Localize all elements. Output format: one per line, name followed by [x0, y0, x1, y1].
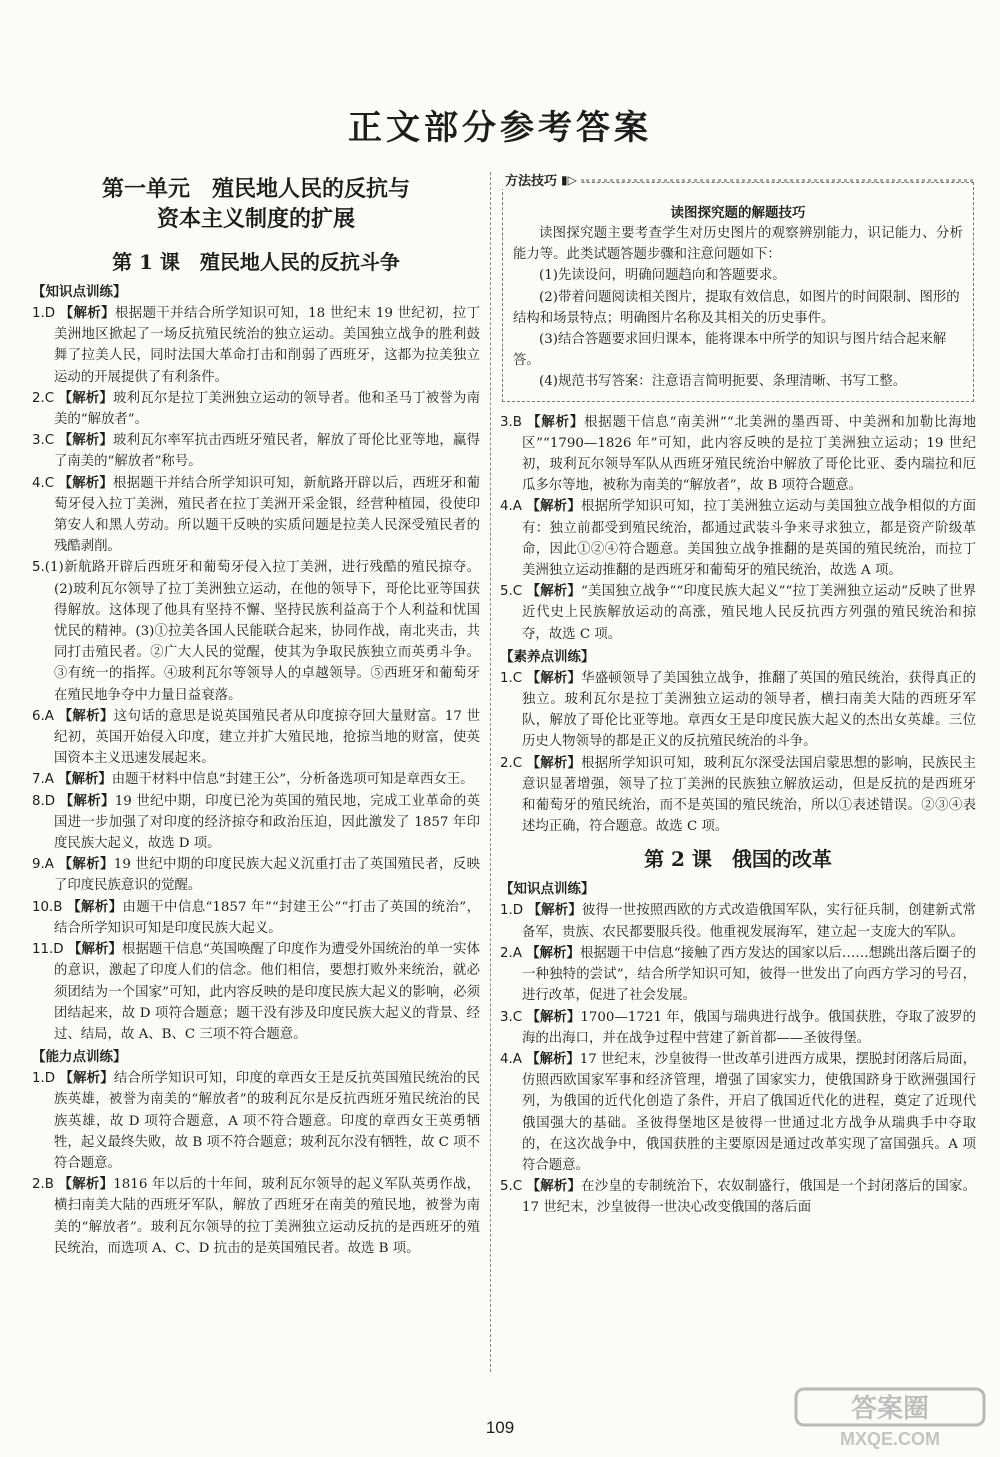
method-tips-step: (3)结合答题要求回归课本，能将课本中所学的知识与图片结合起来解答。 — [513, 332, 947, 369]
lesson2-title: 第 2 课 俄国的改革 — [644, 847, 832, 872]
answer-item: 4.A 【解析】根据所学知识可知，拉丁美洲独立运动与美国独立战争相似的方面有：独立前都受到殖民统治，都通过武装斗争来寻求独立，都是资产阶级革命，因此①②④符合题意。美国独立战争推翻的是英国的殖民统治，而拉丁美洲独立运动推翻的是西班牙和葡萄牙的殖民统治，故选 A 项。 — [500, 499, 977, 579]
literacy-list — [500, 668, 976, 838]
unit-title — [32, 174, 480, 234]
knowledge2-list — [500, 900, 976, 1218]
answer-item: 4.C 【解析】根据题干并结合所学知识可知，新航路开辟以后，西班牙和葡萄牙侵入拉丁美洲，殖民者在拉丁美洲开采金银，经营种植园，役使印第安人和黑人劳动。所以题干反映的实质问题是拉美人民深受殖民者的残酷剥削。 — [32, 475, 480, 555]
answer-item: 3.C 【解析】1700—1721 年，俄国与瑞典进行战争。俄国获胜，夺取了波罗的海的出海口，并在战争过程中营建了新首都——圣彼得堡。 — [500, 1009, 976, 1046]
answer-item: 1.D 【解析】根据题干并结合所学知识可知，18 世纪末 19 世纪初，拉丁美洲地区掀起了一场反抗殖民统治的独立运动。美国独立战争的胜利鼓舞了拉美人民，同时法国大革命打击和削弱了西班牙，这都为拉美独立运动的开展提供了有利条件。 — [32, 306, 480, 385]
answer-item: 1.C 【解析】华盛顿领导了美国独立战争，推翻了英国的殖民统治，获得真正的独立。玻利瓦尔是拉丁美洲独立运动的领导者，横扫南美大陆的西班牙军队，解放了哥伦比亚等地。章西女王是印度民族大起义的杰出女英雄。三位历史人物领导的都是正义的反抗殖民统治的斗争。 — [500, 670, 977, 750]
answer-item: 5.C 【解析】在沙皇的专制统治下，农奴制盛行，俄国是一个封闭落后的国家。17 世纪末，沙皇彼得一世决心改变俄国的落后面 — [500, 1179, 977, 1216]
answer-item: 11.D 【解析】根据题干信息“英国唤醒了印度作为遭受外国统治的单一实体的意识，激起了印度人们的信念。他们相信，要想打败外来统治，就必须团结为一个国家”可知，此内容反映的是印度民族大起义的影响，必须团结起来，故 D 项符合题意；题干没有涉及印度民族大起义的背景、经过、结局，故 A、B、C 三项不符合题意。 — [32, 942, 481, 1042]
answer-item: 9.A 【解析】19 世纪中期的印度民族大起义沉重打击了英国殖民者，反映了印度民族意识的觉醒。 — [32, 857, 480, 894]
knowledge-list — [32, 303, 480, 1045]
section-ability-training: 【能力点训练】 — [32, 1049, 127, 1066]
method-tips-intro: 读图探究题主要考查学生对历史图片的观察辨别能力，识记能力、分析能力等。此类试题答题步骤和注意问题如下： — [513, 226, 963, 263]
answer-item: 8.D 【解析】19 世纪中期，印度已沦为英国的殖民地，完成工业革命的英国进一步加强了对印度的经济掠夺和政治压迫，因此激发了 1857 年印度民族大起义，故选 D 项。 — [32, 793, 480, 852]
answer-item: 10.B 【解析】由题干中信息“1857 年”“封建王公”“打击了英国的统治”，结合所学知识可知是印度民族大起义。 — [32, 899, 480, 936]
method-tips-box — [502, 172, 974, 402]
method-tips-title: 读图探究题的解题技巧 — [670, 205, 806, 221]
knowledge-list-continued — [500, 412, 976, 645]
answer-item: 4.A 【解析】17 世纪末，沙皇彼得一世改革引进西方成果，摆脱封闭落后局面，仿照西欧国家军事和经济管理，增强了国家实力，使俄国跻身于欧洲强国行列，为俄国的近代化创造了条件，开启了俄国近代化的进程，奠定了近现代俄国强大的基础。圣彼得堡地区是彼得一世通过北方战争从瑞典手中夺取的，在这次战争中，俄国获胜的主要原因是通过改革实现了富国强兵。A 项符合题意。 — [500, 1051, 976, 1173]
method-tips-header — [501, 170, 973, 189]
answer-item: 2.B 【解析】1816 年以后的十年间，玻利瓦尔领导的起义军队英勇作战，横扫南美大陆的西班牙军队，解放了西班牙在南美的殖民地，被誉为南美的“解放者”。玻利瓦尔领导的拉丁美洲独立运动反抗的是西班牙的殖民统治，而选项 A、C、D 抗击的是英国殖民者。故选 B 项。 — [32, 1177, 480, 1256]
method-tips-step: (1)先读设问，明确问题趋向和答题要求。 — [539, 268, 786, 284]
answer-item: 3.B 【解析】根据题干信息“南美洲”“北美洲的墨西哥、中美洲和加勒比海地区”“1790—1826 年”可知，此内容反映的是拉丁美洲独立运动；19 世纪初，玻利瓦尔领导军队从西班牙殖民统治中解放了哥伦比亚、委内瑞拉和厄瓜多尔等地，被称为南美的“解放者”，故 B 项符合题意。 — [500, 414, 976, 494]
watermark-logo — [790, 1385, 990, 1449]
section-knowledge-training: 【知识点训练】 — [32, 284, 127, 300]
answer-item: 2.C 【解析】根据所学知识可知，玻利瓦尔深受法国启蒙思想的影响，民族民主意识显著增强，领导了拉丁美洲的民族独立解放运动，但是反抗的是西班牙和葡萄牙的殖民统治，而不是英国的殖民统治，所以①表述错误。②③④表述均正确，符合题意。故选 C 项。 — [500, 755, 977, 835]
answer-item: 5.C 【解析】“美国独立战争”“印度民族大起义”“拉丁美洲独立运动”反映了世界近代史上民族解放运动的高涨，殖民地人民反抗西方列强的殖民统治和掠夺，故选 C 项。 — [500, 584, 977, 642]
page-title: 正文部分参考答案 — [348, 108, 652, 148]
section-literacy-training: 【素养点训练】 — [500, 648, 595, 665]
watermark-url: MXQE.COM — [839, 1429, 941, 1449]
method-tips-step: (2)带着问题阅读相关图片，提取有效信息，如图片的时间限制、图形的结构和场景特点；明确图片名称及其相关的历史事件。 — [513, 289, 960, 326]
answer-item: 3.C 【解析】玻利瓦尔率军抗击西班牙殖民者，解放了哥伦比亚等地，赢得了南美的“解放者”称号。 — [32, 433, 480, 470]
method-tips-step: (4)规范书写答案：注意语言简明扼要、条理清晰、书写工整。 — [539, 374, 907, 390]
right-column — [500, 170, 976, 1219]
lesson1-title: 第 1 课 殖民地人民的反抗斗争 — [112, 250, 400, 274]
unit-title-line1: 第一单元 殖民地人民的反抗与 — [101, 176, 410, 202]
column-divider — [490, 172, 491, 1372]
answer-item: 7.A 【解析】由题干材料中信息“封建王公”，分析备选项可知是章西女王。 — [32, 772, 474, 788]
answer-item: 5.(1)新航路开辟后西班牙和葡萄牙侵入拉丁美洲，进行残酷的殖民掠夺。(2)玻利瓦尔领导了拉丁美洲独立运动，在他的领导下，哥伦比亚等国获得解放。这体现了他具有坚持不懈、坚持民族利益高于个人利益和忧国忧民的精神。(3)①拉美各国人民能联合起来，协同作战，南北夹击，共同打击殖民者。②广大人民的觉醒，使其为争取民族独立而英勇斗争。③有统一的指挥。④玻利瓦尔等领导人的卓越领导。⑤西班牙和葡萄牙在殖民地争夺中力量日益衰落。 — [32, 560, 480, 703]
answer-item: 1.D 【解析】彼得一世按照西欧的方式改造俄国军队，实行征兵制，创建新式常备军，贵族、农民都要服兵役。他重视发展海军，建立起一支庞大的军队。 — [500, 903, 977, 940]
section-knowledge-training-2: 【知识点训练】 — [500, 881, 595, 898]
method-tips-label: 方法技巧 — [501, 170, 561, 189]
ability-list — [32, 1068, 480, 1259]
page-number: 109 — [485, 1418, 515, 1437]
answer-item: 2.A 【解析】根据题干中信息“接触了西方发达的国家以后……想跳出落后圈子的一种独特的尝试”，结合所学知识可知，彼得一世发出了向西方学习的号召，进行改革，促进了社会发展。 — [500, 945, 977, 1004]
speaker-icon: ▮▷ — [561, 173, 581, 187]
answer-item: 6.A 【解析】这句话的意思是说英国殖民者从印度掠夺回大量财富。17 世纪初，英国开始侵入印度，建立并扩大殖民地，抢掠当地的财富，使英国资本主义迅速发展起来。 — [32, 708, 480, 767]
watermark-text: 答案圈 — [850, 1394, 930, 1424]
answer-item: 1.D 【解析】结合所学知识可知，印度的章西女王是反抗英国殖民统治的民族英雄，被誉为南美的“解放者”的玻利瓦尔是反抗西班牙殖民统治的民族英雄，故 D 项符合题意，A 项不符合题意。印度的章西女王英勇牺牲，起义最终失败，故 B 项不符合题意；玻利瓦尔没有牺牲，故 C 项不符合题意。 — [32, 1071, 480, 1171]
answer-item: 2.C 【解析】玻利瓦尔是拉丁美洲独立运动的领导者。他和圣马丁被誉为南美的“解放者”。 — [32, 390, 480, 428]
dotted-rule — [581, 179, 973, 182]
left-column — [32, 170, 480, 1259]
unit-title-line2: 资本主义制度的扩展 — [156, 206, 355, 232]
